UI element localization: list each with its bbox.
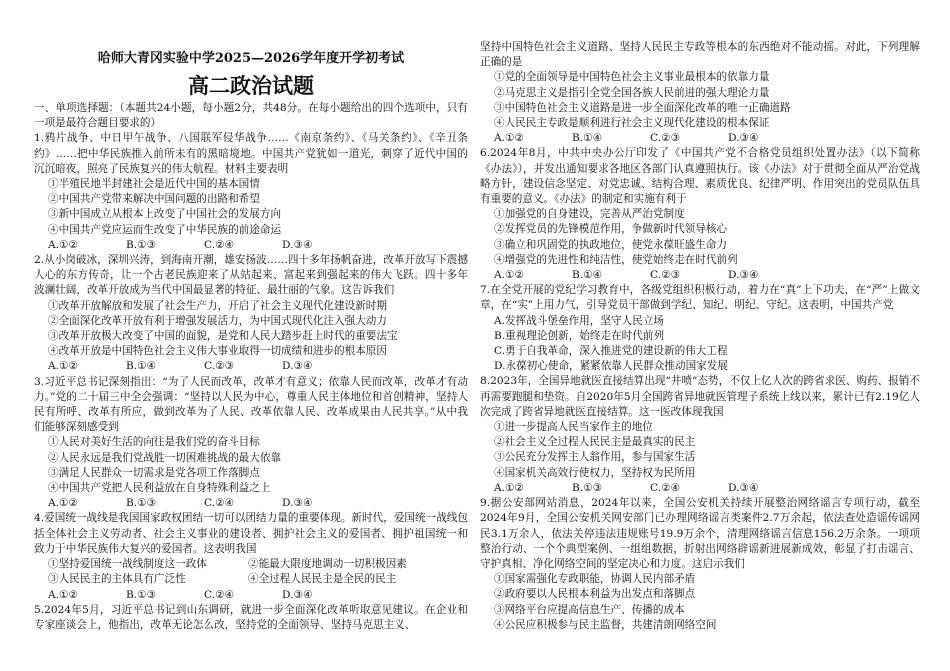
q2-statement-1: ①改革开放解放和发展了社会生产力，开启了社会主义现代化建设新时期	[48, 299, 387, 312]
q4-statement-1: ①坚持爱国统一战线制度这一政体	[48, 558, 207, 571]
q2-statement-3: ③改革开放极大改变了中国的面貌，是党和人民大踏步赶上时代的重要法宝	[48, 330, 398, 343]
q6-choice-d: D.③④	[728, 269, 759, 282]
q3-statement-2: ②人民永远是我们党战胜一切困难挑战的最大依靠	[48, 451, 282, 464]
q6-statement-3: ③确立和巩固党的执政地位，使党永葆旺盛生命力	[494, 238, 728, 251]
q6-choices	[480, 268, 920, 283]
q3-choice-a: A.①②	[48, 497, 79, 510]
q1-stem: 1.鸦片战争、中日甲午战争、八国联军侵华战争……《南京条约》、《马关条约》、《辛丑条约》……把中华民族推入前所未有的黑暗境地。中国共产党犹如一道光，刺穿了近代中国的沉沉暗夜，照亮了民族复兴的伟大航程。材料主要表明	[34, 132, 468, 175]
q1-choice-c: C.②④	[204, 238, 235, 251]
q6-choice-b: B.①④	[572, 269, 603, 282]
q1-choice-a: A.①②	[48, 238, 79, 251]
q8-choices	[480, 481, 920, 496]
q5-stem: 5.2024年5月，习近平总书记到山东调研，就进一步全面深化改革听取意见建议。在企业和专家座谈会上，他指出，改革无论怎么改，坚持党的全面领导、坚持马克思主义、	[34, 603, 468, 631]
q6-statement-4: ④增强党的先进性和纯洁性，使党始终走在时代前列	[494, 253, 738, 266]
q2-statement-4: ④改革开放是中国特色社会主义伟大事业取得一切成绩和进步的根本原因	[48, 345, 387, 358]
q2-statement-2: ②全面深化改革开放有利于增强发展活力，为中国式现代化注入强大动力	[48, 314, 387, 327]
q7-choice-c: C.勇于自我革命，深入推进党的建设新的伟大工程	[494, 345, 728, 358]
q2-stem: 2.从小岗破冰，深圳兴涛，到海南开潮，雄安扬波……四十多年扬帆奋进，改革开放写下震撼人心的东方传奇，让一个古老民族迎来了从站起来、富起来到强起来的伟大飞跃。四十多年波澜壮阔，改革开放成为当代中国最显著的特征、最壮丽的气象。这告诉我们	[34, 254, 468, 297]
q4-choices	[34, 588, 468, 603]
q5-statement-3: ③中国特色社会主义道路是进一步全面深化改革的唯一正确道路	[494, 101, 791, 114]
q9-statement-2: ②政府要以人民根本利益为出发点和落脚点	[494, 588, 696, 601]
q9-stem: 9.据公安部网站消息，2024年以来，全国公安机关持续开展整治网络谣言专项行动，截至2024年9月，全国公安机关网安部门已办理网络谣言类案件2.7万余起，依法查处造谣传谣网民3.1万余人，依法关停违法违规账号19.9万余个，清理网络谣言信息156.2万余条。一项项整治行动、一个个典型案例、一组组数据，折射出网络辟谣新进展新成效，彰显了打击谣言、守护真相、净化网络空间的坚定决心和力度。这启示我们	[480, 497, 920, 570]
q4-stem: 4.爱国统一战线是我国国家政权团结一切可以团结力量的重要体现。新时代，爱国统一战线包括全体社会主义劳动者、社会主义事业的建设者、拥护社会主义的爱国者、拥护祖国统一和致力于中华民族伟大复兴的爱国者。这表明我国	[34, 512, 468, 555]
q4-statements-row-1	[34, 557, 468, 572]
right-column	[480, 0, 920, 633]
q1-statement-1: ①半殖民地半封建社会是近代中国的基本国情	[48, 178, 260, 191]
q5-statement-2: ②马克思主义是指引全党全国各族人民前进的强大理论力量	[494, 86, 770, 99]
q8-statement-1: ①进一步提高人民当家作主的地位	[494, 421, 653, 434]
q5-choice-a: A.①②	[494, 132, 525, 145]
q9-statement-1: ①国家需强化专政职能，协调人民内部矛盾	[494, 573, 696, 586]
q4-choice-a: A.①②	[48, 588, 79, 601]
q8-statement-3: ③公民充分发挥主人翁作用，参与国家生活	[494, 451, 696, 464]
q4-statement-2: ②能最大限度地调动一切积极因素	[248, 558, 407, 571]
q1-statement-4: ④中国共产党应运而生改变了中华民族的前途命运	[48, 223, 282, 236]
q9-statement-4: ④公民应积极参与民主监督，共建清朗网络空间	[494, 618, 717, 631]
q7-choice-b: B.重视理论创新，始终走在时代前列	[494, 329, 665, 342]
q8-choice-a: A.①②	[494, 481, 525, 494]
q5-choice-c: C.②③	[650, 132, 681, 145]
q1-choice-b: B.①③	[126, 238, 157, 251]
q5-statement-4: ④人民民主专政是顺利进行社会主义现代化建设的根本保证	[494, 117, 770, 130]
q4-choice-d: D.③④	[282, 588, 313, 601]
q8-statement-2: ②社会主义全过程人民民主是最真实的民主	[494, 436, 696, 449]
section-heading: 一、单项选择题：（本题共24小题，每小题2分，共48分。在每小题给出的四个选项中，只有一项是最符合题目要求的）	[34, 102, 468, 130]
q3-choices	[34, 496, 468, 511]
school-title: 哈师大青冈实验中学2025—2026学年度开学初考试	[97, 51, 405, 66]
q4-statements-row-2	[34, 572, 468, 587]
q1-choice-d: D.③④	[282, 238, 313, 251]
q8-statement-4: ④国家机关高效行使权力，坚持权为民所用	[494, 466, 696, 479]
q8-choice-d: D.③④	[728, 481, 759, 494]
q6-statement-1: ①加强党的自身建设，完善从严治党制度	[494, 208, 685, 221]
q5-choice-b: B.①④	[572, 132, 603, 145]
q8-stem: 8.2023年，全国异地就医直接结算出现“井喷”态势，不仅上亿人次的跨省求医、购药、报销不再需要跑腿和垫资。自2020年5月全国跨省异地就医管理子系统上线以来，累计已有2.19亿人次完成了跨省异地就医直接结算。这一医改体现我国	[480, 375, 920, 418]
q3-statement-3: ③满足人民群众一切需求是党各项工作落脚点	[48, 466, 260, 479]
q5-choice-d: D.③④	[728, 132, 759, 145]
q6-statement-2: ②发挥党员的先锋模范作用，争做新时代领导核心	[494, 223, 728, 236]
q2-choices	[34, 359, 468, 374]
q4-choice-c: C.②④	[204, 588, 235, 601]
q9-statement-3: ③网络平台应提高信息生产、传播的成本	[494, 603, 685, 616]
q3-choice-d: D.③④	[282, 497, 313, 510]
q2-choice-c: C.②③	[204, 360, 235, 373]
q3-stem: 3.习近平总书记深刻指出：“为了人民而改革，改革才有意义；依靠人民而改革，改革才有动力。”党的二十届三中全会强调：“坚持以人民为中心，尊重人民主体地位和首创精神，坚持人民有所呼、改革有所应，做到改革为了人民、改革依靠人民、改革成果由人民共享。”从中我们能够深刻感受到	[34, 375, 468, 434]
q7-choice-d: D.永葆初心使命，紧紧依靠人民群众推动国家发展	[494, 360, 728, 373]
left-column	[34, 0, 468, 633]
q2-choice-d: D.③④	[282, 360, 313, 373]
q8-choice-b: B.①③	[572, 481, 603, 494]
q3-choice-b: B.①③	[126, 497, 157, 510]
q6-choice-c: C.②③	[650, 269, 681, 282]
q3-statement-1: ①人民对美好生活的向往是我们党的奋斗目标	[48, 436, 260, 449]
q6-stem: 6.2024年8月，中共中央办公厅印发了《中国共产党不合格党员组织处置办法》（以下简称《办法》），并发出通知要求各地区各部门认真遵照执行。该《办法》对于贯彻全面从严治党战略方针，建设信念坚定、对党忠诚、结构合理、素质优良、纪律严明、作用突出的党员队伍具有重要的意义。《办法》的制定和实施有利于	[480, 147, 920, 206]
q1-statement-2: ②中国共产党带来解决中国问题的出路和希望	[48, 193, 260, 206]
q2-choice-a: A.①②	[48, 360, 79, 373]
q4-statement-4: ④全过程人民民主是全民的民主	[248, 573, 397, 586]
q1-statement-3: ③新中国成立从根本上改变了中国社会的发展方向	[48, 208, 282, 221]
q4-choice-b: B.①③	[126, 588, 157, 601]
q3-statement-4: ④中国共产党把人民利益放在自身特殊利益之上	[48, 482, 271, 495]
q5-stem-continued: 坚持中国特色社会主义道路、坚持人民民主专政等根本的东西绝对不能动摇。对此，下列理解正确的是	[480, 41, 920, 69]
q5-choices	[480, 131, 920, 146]
q4-statement-3: ③人民民主的主体具有广泛性	[48, 573, 186, 586]
q2-choice-b: B.①④	[126, 360, 157, 373]
exam-title: 高二政治试题	[188, 73, 314, 98]
q7-choice-a: A.发挥战斗堡垒作用，坚守人民立场	[494, 314, 664, 327]
q6-choice-a: A.①②	[494, 269, 525, 282]
q5-statement-1: ①党的全面领导是中国特色社会主义事业最根本的依靠力量	[494, 71, 770, 84]
q3-choice-c: C.②④	[204, 497, 235, 510]
q1-choices	[34, 238, 468, 253]
q8-choice-c: C.②④	[650, 481, 681, 494]
q7-stem: 7.在全党开展的党纪学习教育中，各级党组织积极行动，着力在“真”上下功夫，在“严”上做文章，在“实”上用力气，引导党员干部做到学纪、知纪、明纪、守纪。这表明，中国共产党	[480, 284, 920, 312]
